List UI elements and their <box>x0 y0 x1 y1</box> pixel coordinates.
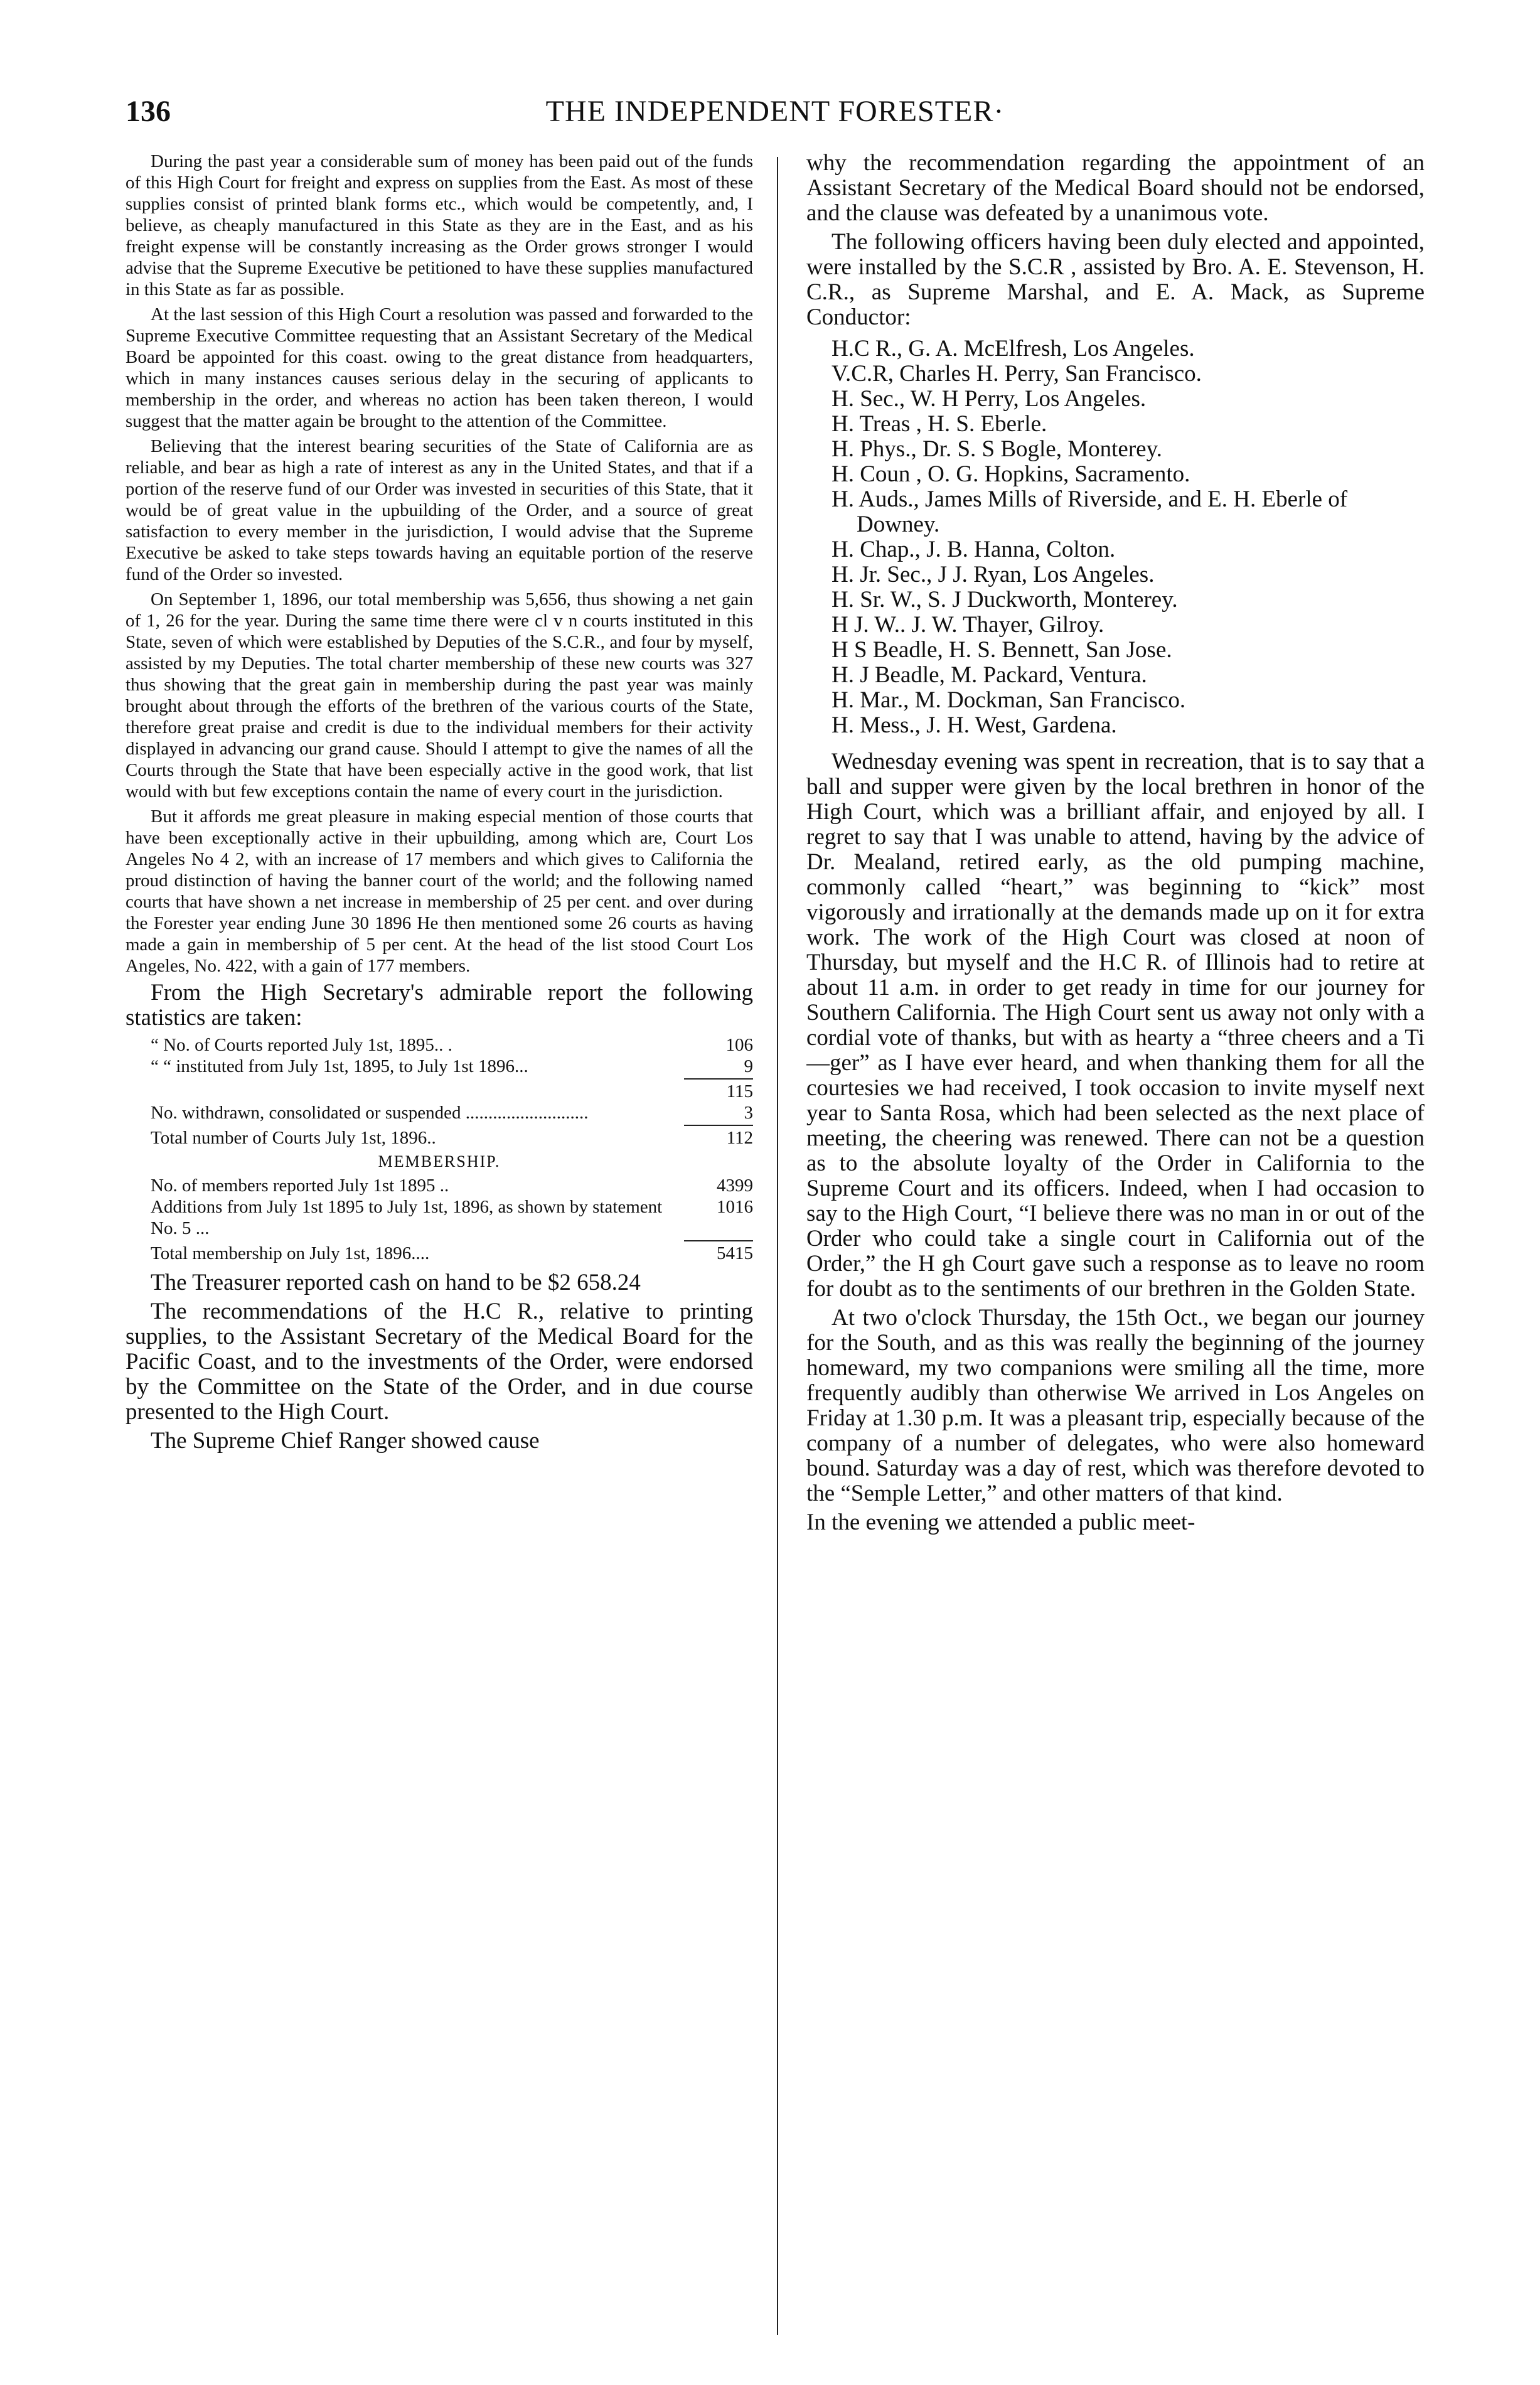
stat-label: No. withdrawn, consolidated or suspended ........................... <box>151 1103 589 1123</box>
officer-entry: H S Beadle, H. S. Bennett, San Jose. <box>831 637 1172 663</box>
paragraph: In the evening we attended a public meet- <box>806 1509 1195 1535</box>
sum-rule <box>684 1078 753 1080</box>
large-print-section <box>126 980 753 1031</box>
officer-entry: V.C.R, Charles H. Perry, San Francisco. <box>831 361 1202 387</box>
large-print-section <box>806 749 1425 1535</box>
stat-value: 112 <box>726 1128 753 1148</box>
stat-label: No. of members reported July 1st 1895 .. <box>151 1176 449 1196</box>
paragraph: During the past year a considerable sum of money has been paid out of the funds of this High Court for freight and express on supplies from the East. As most of these supplies consist of printed blank forms etc., which would be competently, and, I believe, as cheaply manufactured in this State as they are in the East, and as his freight expense will be constantly increasing as the Order grows stronger I would advise that the Supreme Executive be petitioned to have these supplies manufactured in this State as far as possible. <box>126 151 753 299</box>
stat-label: “ “ instituted from July 1st, 1895, to July 1st 1896... <box>151 1056 528 1076</box>
officer-entry: H. Mar., M. Dockman, San Francisco. <box>831 687 1186 713</box>
sum-rule <box>684 1240 753 1241</box>
column-divider <box>777 157 778 2335</box>
stat-value: 1016 <box>717 1197 753 1217</box>
paragraph: At two o'clock Thursday, the 15th Oct., we began our journey for the South, and as this was really the beginning of the journey homeward, my two companions were smiling all the time, more frequently audibly than otherwise We arrived in Los Angeles on Friday at 1.30 p.m. It was a pleasant trip, especially because of the company of a number of delegates, who were also homeward bound. Saturday was a day of rest, which was therefore devoted to the “Semple Letter,” and other matters of that kind. <box>806 1305 1425 1506</box>
officer-entry: H.C R., G. A. McElfresh, Los Angeles. <box>831 336 1195 362</box>
page-number: 136 <box>126 95 171 128</box>
paragraph: The following officers having been duly elected and appointed, were installed by the S.C.R , assisted by Bro. A. E. Stevenson, H. C.R., as Supreme Marshal, and E. A. Mack, as Supreme Conductor: <box>806 229 1425 330</box>
paragraph: But it affords me great pleasure in making especial mention of those courts that have been exceptionally active in their upbuilding, among which are, Court Los Angeles No 4 2, with an increase of 17 members and which gives to California the proud distinction of having the banner court of the world; and the following named courts that have shown a net increase in membership of 25 per cent. and over during the Forester year ending June 30 1896 He then mentioned some 26 courts as having made a gain in membership of 5 per cent. At the head of the list stood Court Los Angeles, No. 422, with a gain of 177 members. <box>126 807 753 976</box>
stat-row <box>126 1102 753 1123</box>
stat-value: 115 <box>726 1081 753 1101</box>
paragraph: On September 1, 1896, our total membership was 5,656, thus showing a net gain of 1, 26 for the year. During the same time there were cl v n courts instituted in this State, seven of which were established by Deputies of the S.C.R., and four by myself, assisted by my Deputies. The total charter membership of these new courts was 327 thus showing that the great gain in membership during the past year was mainly brought about through the efforts of the brethren of the various courts of the State, therefore great praise and credit is due to the individual members for their activity displayed in advancing our grand cause. Should I attempt to give the names of all the Courts through the State that have been especially active in the good work, that list would with but few exceptions contain the name of every court in the jurisdiction. <box>126 589 753 801</box>
left-column <box>126 151 753 2347</box>
paragraph: The Supreme Chief Ranger showed cause <box>151 1428 540 1454</box>
large-print-section <box>126 1270 753 1454</box>
officer-entry: H. J Beadle, M. Packard, Ventura. <box>831 662 1147 688</box>
large-print-section <box>806 151 1425 330</box>
stat-row <box>126 1196 753 1239</box>
paragraph: Believing that the interest bearing securities of the State of California are as reliable, and bear as high a rate of interest as any in the United States, and that if a portion of the reserve fund of our Order was invested in securities of this State, that it would be of great value in the upbuilding of the Order, and a source of great satisfaction to every member in the jurisdiction, I would advise that the Supreme Executive be asked to take steps towards having an equitable portion of the reserve fund of the Order so invested. <box>126 436 753 584</box>
stat-row <box>126 1127 753 1149</box>
stat-row <box>126 1081 753 1102</box>
officer-entry: H J. W.. J. W. Thayer, Gilroy. <box>831 612 1104 638</box>
stat-label: Total membership on July 1st, 1896.... <box>151 1243 430 1263</box>
membership-heading: MEMBERSHIP. <box>378 1152 501 1171</box>
officer-list <box>806 336 1425 738</box>
stat-row <box>126 1243 753 1264</box>
stat-value: 106 <box>725 1035 753 1055</box>
right-column <box>806 151 1425 2347</box>
stat-label: “ No. of Courts reported July 1st, 1895.. . <box>151 1035 452 1055</box>
officer-entry: H. Chap., J. B. Hanna, Colton. <box>831 537 1116 562</box>
stat-value: 4399 <box>717 1176 753 1196</box>
officer-entry: H. Mess., J. H. West, Gardena. <box>831 712 1117 738</box>
paragraph: The recommendations of the H.C R., relative to printing supplies, to the Assistant Secretary of the Medical Board for the Pacific Coast, and to the investments of the Order, were endorsed by the Committee on the State of the Order, and in due course presented to the High Court. <box>126 1299 753 1425</box>
paragraph: At the last session of this High Court a resolution was passed and forwarded to the Supreme Executive Committee requesting that an Assistant Secretary of the Medical Board be appointed for this coast. owing to the great distance from headquarters, which in many instances causes serious delay in the securing of applicants to membership in the order, and whereas no action has been taken thereon, I would suggest that the matter again be brought to the attention of the Committee. <box>126 304 753 431</box>
stat-row <box>126 1056 753 1077</box>
officer-entry: H. Auds., James Mills of Riverside, and E. H. Eberle of Downey. <box>831 486 1348 537</box>
small-print-section <box>126 151 753 977</box>
officer-entry: H. Sec., W. H Perry, Los Angeles. <box>831 386 1147 412</box>
officer-entry: H. Phys., Dr. S. S Bogle, Monterey. <box>831 436 1162 462</box>
paragraph: why the recommendation regarding the appointment of an Assistant Secretary of the Medical Board should not be endorsed, and the clause was defeated by a unanimous vote. <box>806 151 1425 226</box>
paragraph: The Treasurer reported cash on hand to be $2 658.24 <box>151 1270 641 1295</box>
officer-entry: H. Coun , O. G. Hopkins, Sacramento. <box>831 461 1190 487</box>
stat-label: Total number of Courts July 1st, 1896.. <box>151 1128 436 1148</box>
officer-entry: H. Jr. Sec., J J. Ryan, Los Angeles. <box>831 562 1155 587</box>
statistics-table <box>126 1034 753 1264</box>
stat-value: 3 <box>744 1103 753 1123</box>
stat-label: Additions from July 1st 1895 to July 1st, 1896, as shown by statement No. 5 ... <box>151 1197 663 1238</box>
stat-row <box>126 1175 753 1196</box>
sum-rule <box>684 1125 753 1126</box>
stat-value: 9 <box>744 1056 753 1076</box>
paragraph: Wednesday evening was spent in recreation, that is to say that a ball and supper were given by the local brethren in honor of the High Court, which was a brilliant affair, and enjoyed by all. I regret to say that I was unable to attend, having by the advice of Dr. Mealand, retired early, as the old pumping machine, commonly called “heart,” was beginning to “kick” most vigorously and irrationally at the demands made up on it for extra work. The work of the High Court was closed at noon of Thursday, but myself and the H.C R. of Illinois had to retire at about 11 a.m. in order to get ready in time for our journey for Southern California. The High Court sent us away not only with a cordial vote of thanks, but with as hearty a “three cheers and a Ti—ger” as I have ever heard, and when thanking them for all the courtesies we had received, I took occasion to invite myself next year to Santa Rosa, which had been selected as the next place of meeting, the cheering was renewed. There can not be a question as to the absolute loyalty of the Order in California to the Supreme Court and its officers. Indeed, when I had occasion to say to the High Court, “I believe there was no man in or out of the Order who could take a single court in California out of the Order,” the H gh Court gave such a response as to leave no room for doubt as to the sentiments of our brethren in the Golden State. <box>806 749 1425 1302</box>
running-title: THE INDEPENDENT FORESTER· <box>545 95 1005 128</box>
page-header <box>126 94 1425 144</box>
officer-entry: H. Treas , H. S. Eberle. <box>831 411 1047 437</box>
officer-entry: H. Sr. W., S. J Duckworth, Monterey. <box>831 587 1178 613</box>
stat-value: 5415 <box>717 1243 753 1263</box>
paragraph: From the High Secretary's admirable report the following statistics are taken: <box>126 980 753 1031</box>
stat-row <box>126 1034 753 1056</box>
